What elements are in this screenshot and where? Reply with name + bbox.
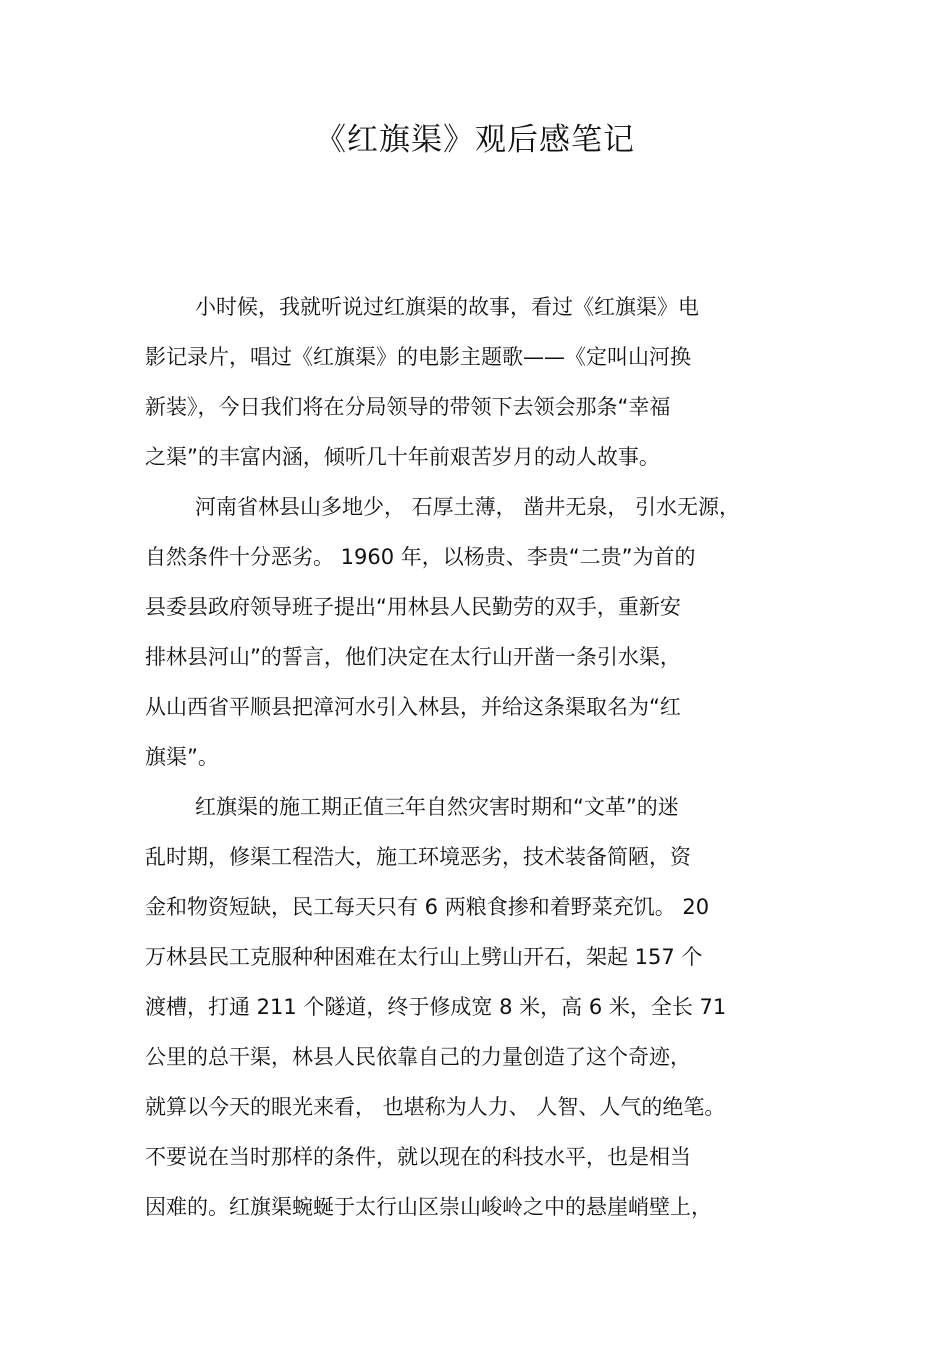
paragraph-1: [145, 282, 825, 482]
text-line: 公里的总干渠，林县人民依靠自己的力量创造了这个奇迹，: [145, 1045, 691, 1069]
paragraph-3: [145, 782, 825, 1232]
text-line: 不要说在当时那样的条件，就以现在的科技水平，也是相当: [145, 1145, 691, 1169]
text-line: 影记录片，唱过《红旗渠》的电影主题歌——《定叫山河换: [145, 345, 691, 369]
paragraph-2: [145, 482, 825, 782]
text-line: 新装》，今日我们将在分局领导的带领下去领会那条“幸福: [145, 395, 671, 419]
text-line: 之渠”的丰富内涵，倾听几十年前艰苦岁月的动人故事。: [145, 445, 660, 469]
text-line: 从山西省平顺县把漳河水引入林县，并给这条渠取名为“红: [145, 695, 681, 719]
text-line: 小时候，我就听说过红旗渠的故事，看过《红旗渠》电: [195, 295, 699, 319]
text-line: 县委县政府领导班子提出“用林县人民勤劳的双手，重新安: [145, 595, 681, 619]
text-line: 就算以今天的眼光来看， 也堪称为人力、 人智、人气的绝笔。: [145, 1095, 726, 1119]
text-line: 旗渠”。: [145, 745, 219, 769]
text-line: 河南省林县山多地少， 石厚土薄， 凿井无泉， 引水无源，: [195, 495, 741, 519]
text-line: 渡槽，打通 211 个隧道，终于修成宽 8 米，高 6 米，全长 71: [145, 995, 727, 1019]
text-line: 因难的。红旗渠蜿蜒于太行山区崇山峻岭之中的悬崖峭壁上，: [145, 1195, 712, 1219]
text-line: 红旗渠的施工期正值三年自然灾害时期和“文革”的迷: [195, 795, 679, 819]
document-title: 《红旗渠》观后感笔记: [315, 122, 635, 158]
document-body: [145, 282, 825, 1232]
text-line: 万林县民工克服种种困难在太行山上劈山开石，架起 157 个: [145, 945, 703, 969]
text-line: 排林县河山”的誓言，他们决定在太行山开凿一条引水渠，: [145, 645, 681, 669]
text-line: 金和物资短缺，民工每天只有 6 两粮食掺和着野菜充饥。 20: [145, 895, 710, 919]
text-line: 乱时期，修渠工程浩大，施工环境恶劣，技术装备简陋，资: [145, 845, 691, 869]
text-line: 自然条件十分恶劣。 1960 年，以杨贵、李贵“二贵”为首的: [145, 545, 696, 569]
